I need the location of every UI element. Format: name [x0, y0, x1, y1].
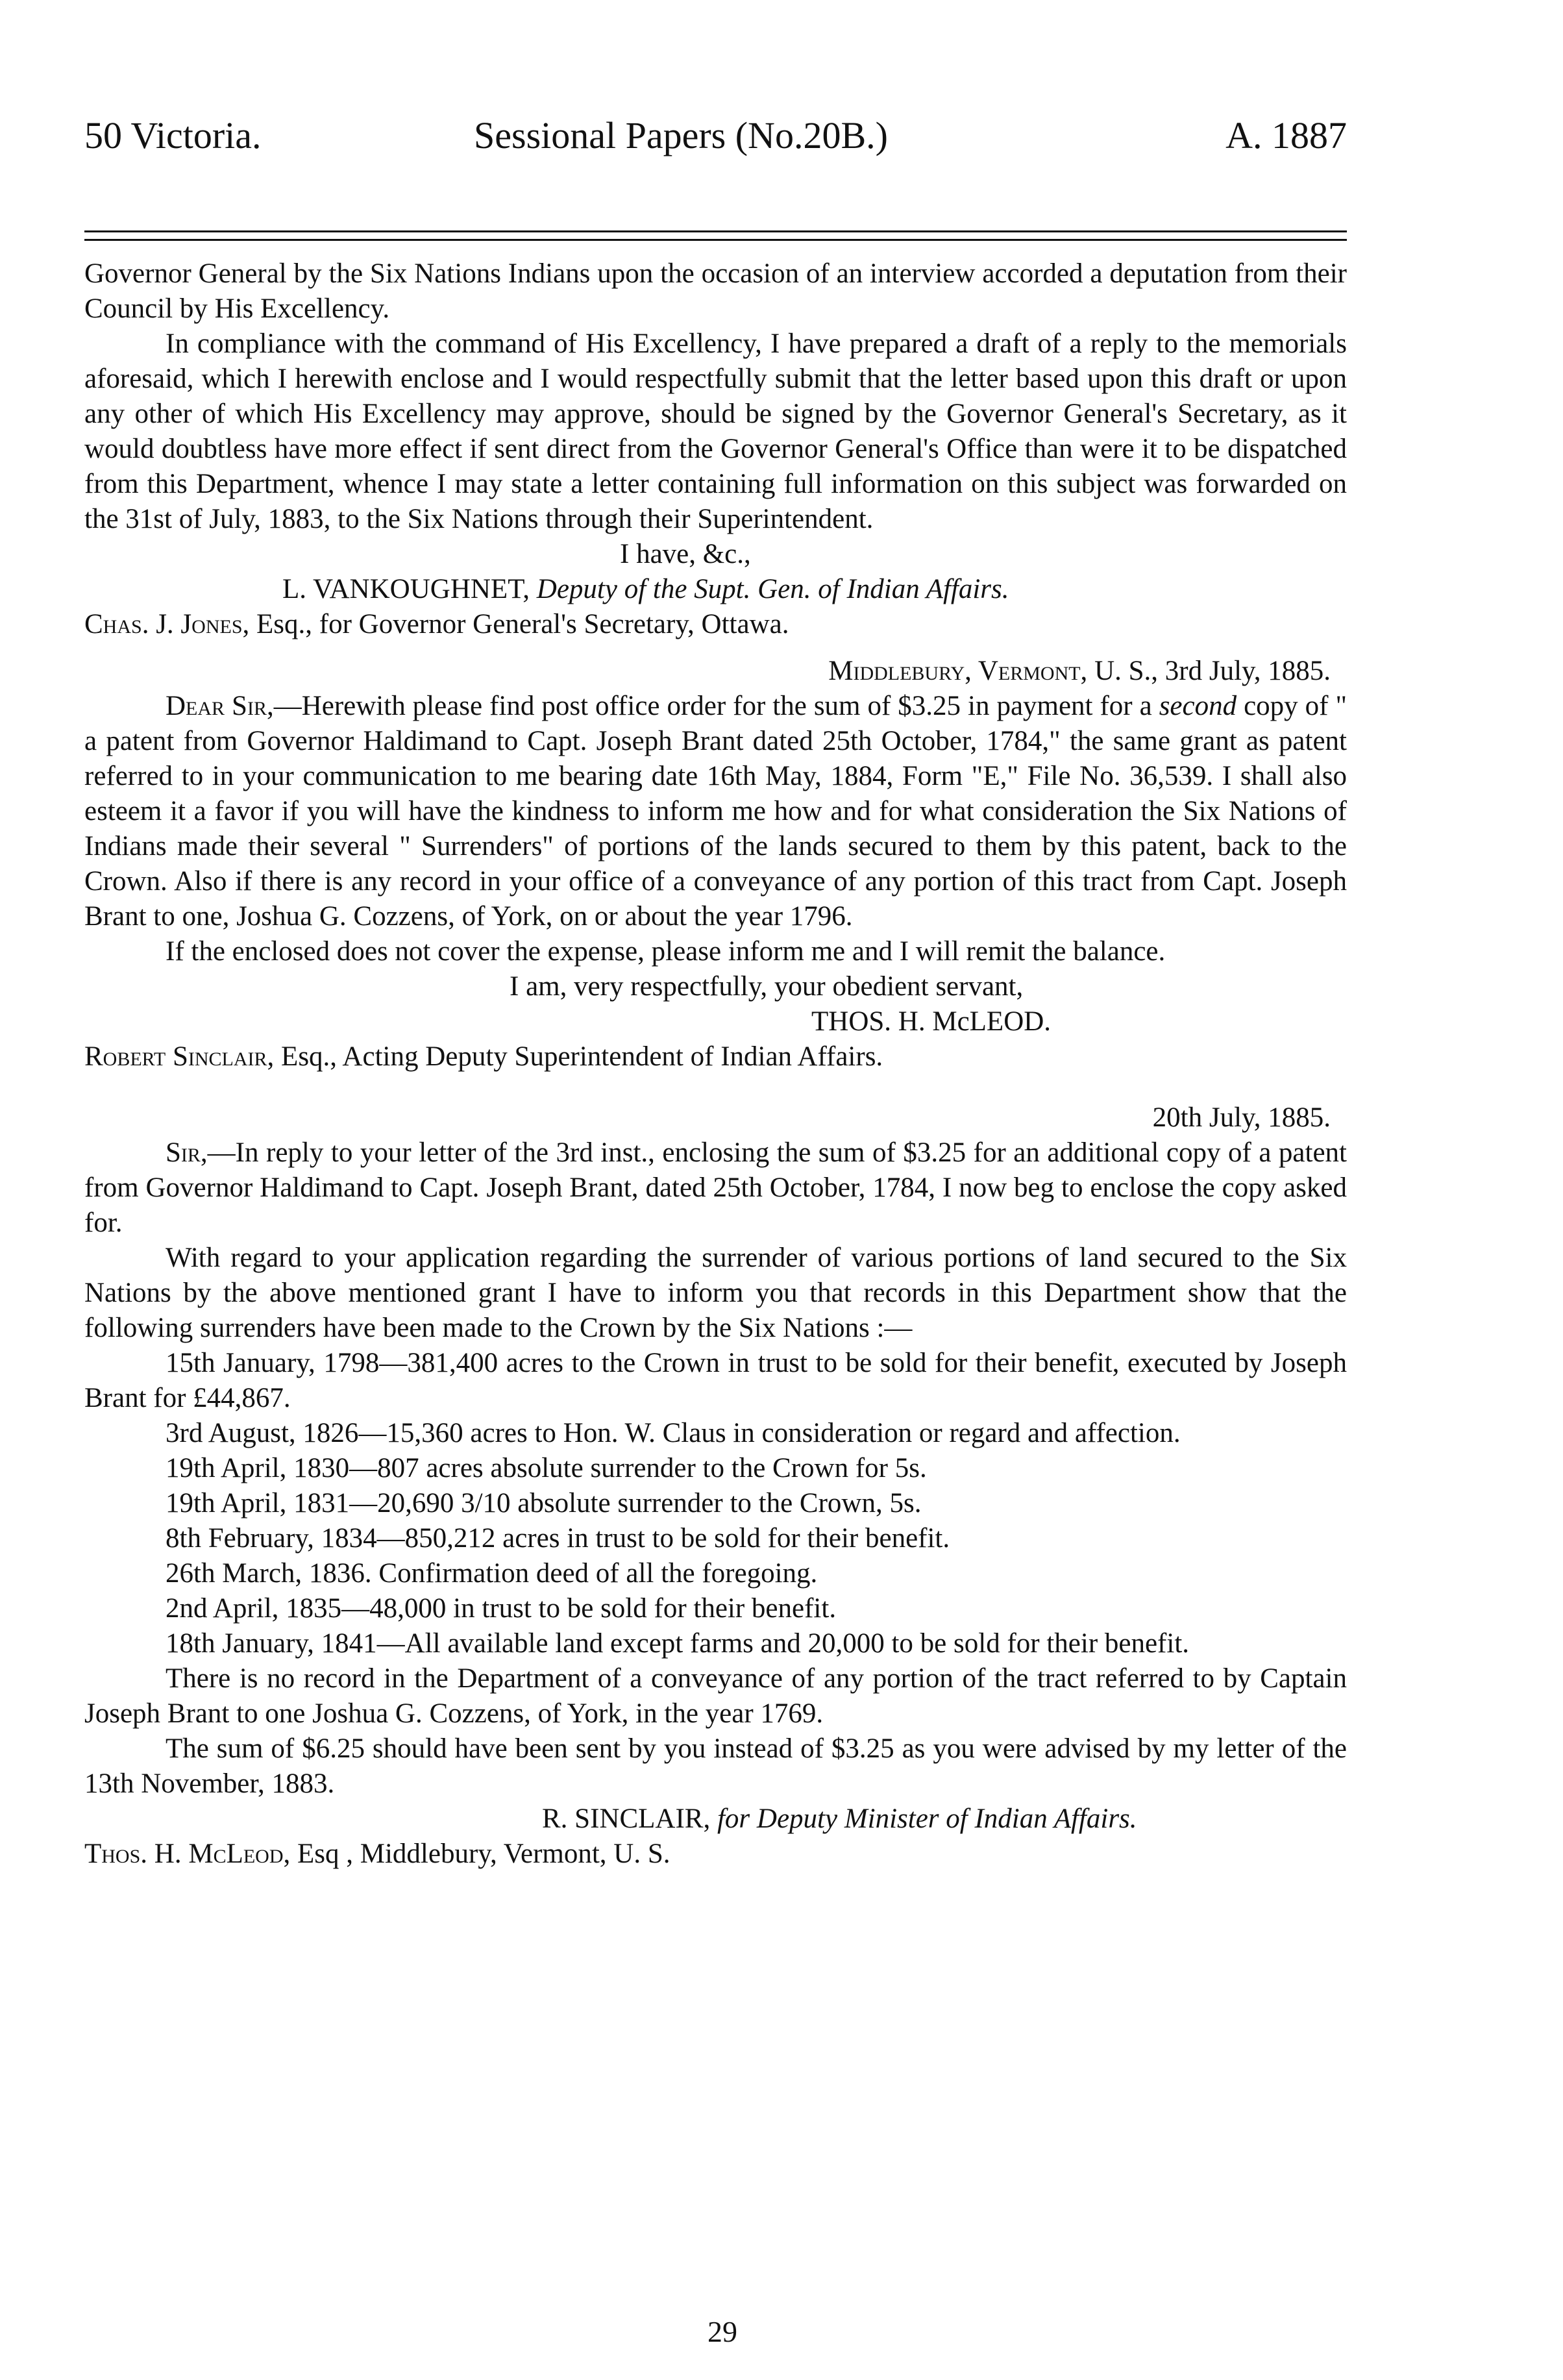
letter2-closing: I am, very respectfully, your obedient servant,	[510, 971, 1024, 1002]
letter2-paragraph-2: If the enclosed does not cover the expense, please inform me and I will remit the balance.	[166, 936, 1166, 967]
surrender-item: 8th February, 1834—850,212 acres in trust to be sold for their benefit.	[166, 1523, 950, 1554]
letter1-addressee	[84, 607, 1347, 642]
letter2-addressee	[84, 1039, 1347, 1074]
letter1-paragraph-1: Governor General by the Six Nations Indians upon the occasion of an interview accorded a deputation from their Council by His Excellency.	[84, 258, 1347, 324]
letter1-signature	[84, 572, 1347, 607]
document-body	[84, 256, 1347, 1872]
surrender-item: 15th January, 1798—381,400 acres to the Crown in trust to be sold for their benefit, executed by Joseph Brant for £44,867.	[84, 1348, 1347, 1413]
letter3-paragraph-4: The sum of $6.25 should have been sent by you instead of $3.25 as you were advised by my letter of the 13th November, 1883.	[84, 1733, 1347, 1799]
letter3-addressee	[84, 1837, 1347, 1872]
letter1-closing: I have, &c.,	[620, 539, 751, 569]
header-volume: 50 Victoria.	[84, 114, 262, 156]
letter3-salutation: Sir,	[166, 1137, 208, 1168]
letter2-addressee-name: Robert Sinclair,	[84, 1041, 275, 1072]
letter3-addressee-rest: Esq , Middlebury, Vermont, U. S.	[297, 1839, 671, 1869]
surrender-item: 19th April, 1831—20,690 3/10 absolute surrender to the Crown, 5s.	[166, 1488, 922, 1518]
header-year: A. 1887	[1225, 114, 1347, 156]
letter2-date: U. S., 3rd July, 1885.	[1094, 656, 1331, 686]
letter2-emphasis: second	[1159, 691, 1237, 721]
header-rule-bottom	[84, 239, 1347, 241]
letter1-paragraph-2: In compliance with the command of His Excellency, I have prepared a draft of a reply to the memorials aforesaid, which I herewith enclose and I would respectfully submit that the letter based upon this draft or upon any other of which His Excellency may approve, should be signed by the Governor General's Secretary, as it would doubtless have more effect if sent direct from the Governor General's Office than were it to be dispatched from this Department, whence I may state a letter containing full information on this subject was forwarded on the 31st of July, 1883, to the Six Nations through their Superintendent.	[84, 328, 1347, 534]
letter2-paragraph-1	[84, 689, 1347, 934]
letter2-text-b: copy of " a patent from Governor Haldimand to Capt. Joseph Brant dated 25th October, 1784," the same grant as patent referred to in your communication to me bearing date 16th May, 1884, Form "E," File No. 36,539. I shall also esteem it a favor if you will have the kindness to inform me how and for what consideration the Six Nations of Indians made their several " Surrenders" of portions of the lands secured to them by this patent, back to the Crown. Also if there is any record in your office of a conveyance of any portion of this tract from Capt. Joseph Brant to one, Joshua G. Cozzens, of York, on or about the year 1796.	[84, 691, 1347, 932]
spacer	[84, 1074, 1347, 1100]
surrender-item: 3rd August, 1826—15,360 acres to Hon. W. Claus in consideration or regard and affection.	[166, 1418, 1181, 1448]
letter2-place: Middlebury, Vermont,	[828, 656, 1088, 686]
header-title: Sessional Papers (No.20B.)	[474, 114, 888, 156]
running-header	[84, 114, 1347, 166]
header-rule-top	[84, 230, 1347, 232]
letter2-addressee-rest: Esq., Acting Deputy Superintendent of Indian Affairs.	[281, 1041, 883, 1072]
surrender-item: 2nd April, 1835—48,000 in trust to be sold for their benefit.	[166, 1593, 837, 1624]
letter1-addressee-name: Chas. J. Jones,	[84, 609, 250, 639]
letter2-salutation: Dear Sir,	[166, 691, 274, 721]
letter1-signer-title: Deputy of the Supt. Gen. of Indian Affairs.	[536, 574, 1009, 604]
spacer	[84, 642, 1347, 654]
letter1-addressee-rest: Esq., for Governor General's Secretary, Ottawa.	[256, 609, 789, 639]
letter3-text: —In reply to your letter of the 3rd inst., enclosing the sum of $3.25 for an additional copy of a patent from Governor Haldimand to Capt. Joseph Brant, dated 25th October, 1784, I now beg to enclose the copy asked for.	[84, 1137, 1347, 1238]
letter2-signature: THOS. H. McLEOD.	[811, 1006, 1052, 1037]
letter3-paragraph-3: There is no record in the Department of a conveyance of any portion of the tract referred to by Captain Joseph Brant to one Joshua G. Cozzens, of York, in the year 1769.	[84, 1663, 1347, 1729]
letter1-signer: L. VANKOUGHNET,	[282, 574, 530, 604]
letter2-text-a: —Herewith please find post office order for the sum of $3.25 in payment for a	[273, 691, 1159, 721]
letter3-signature	[84, 1802, 1347, 1837]
letter3-date: 20th July, 1885.	[1152, 1102, 1331, 1133]
letter3-paragraph-1	[84, 1135, 1347, 1241]
letter3-addressee-name: Thos. H. McLeod,	[84, 1839, 291, 1869]
surrender-item: 26th March, 1836. Confirmation deed of all the foregoing.	[166, 1558, 818, 1589]
letter3-paragraph-2: With regard to your application regarding the surrender of various portions of land secured to the Six Nations by the above mentioned grant I have to inform you that records in this Department show that the following surrenders have been made to the Crown by the Six Nations :—	[84, 1243, 1347, 1343]
letter3-signer-title: for Deputy Minister of Indian Affairs.	[717, 1804, 1137, 1834]
surrender-item: 19th April, 1830—807 acres absolute surrender to the Crown for 5s.	[166, 1453, 927, 1483]
page-number: 29	[708, 2315, 737, 2348]
letter3-signer: R. SINCLAIR,	[542, 1804, 711, 1834]
surrender-item: 18th January, 1841—All available land except farms and 20,000 to be sold for their benefit.	[166, 1628, 1190, 1659]
letter2-dateline	[84, 654, 1347, 689]
